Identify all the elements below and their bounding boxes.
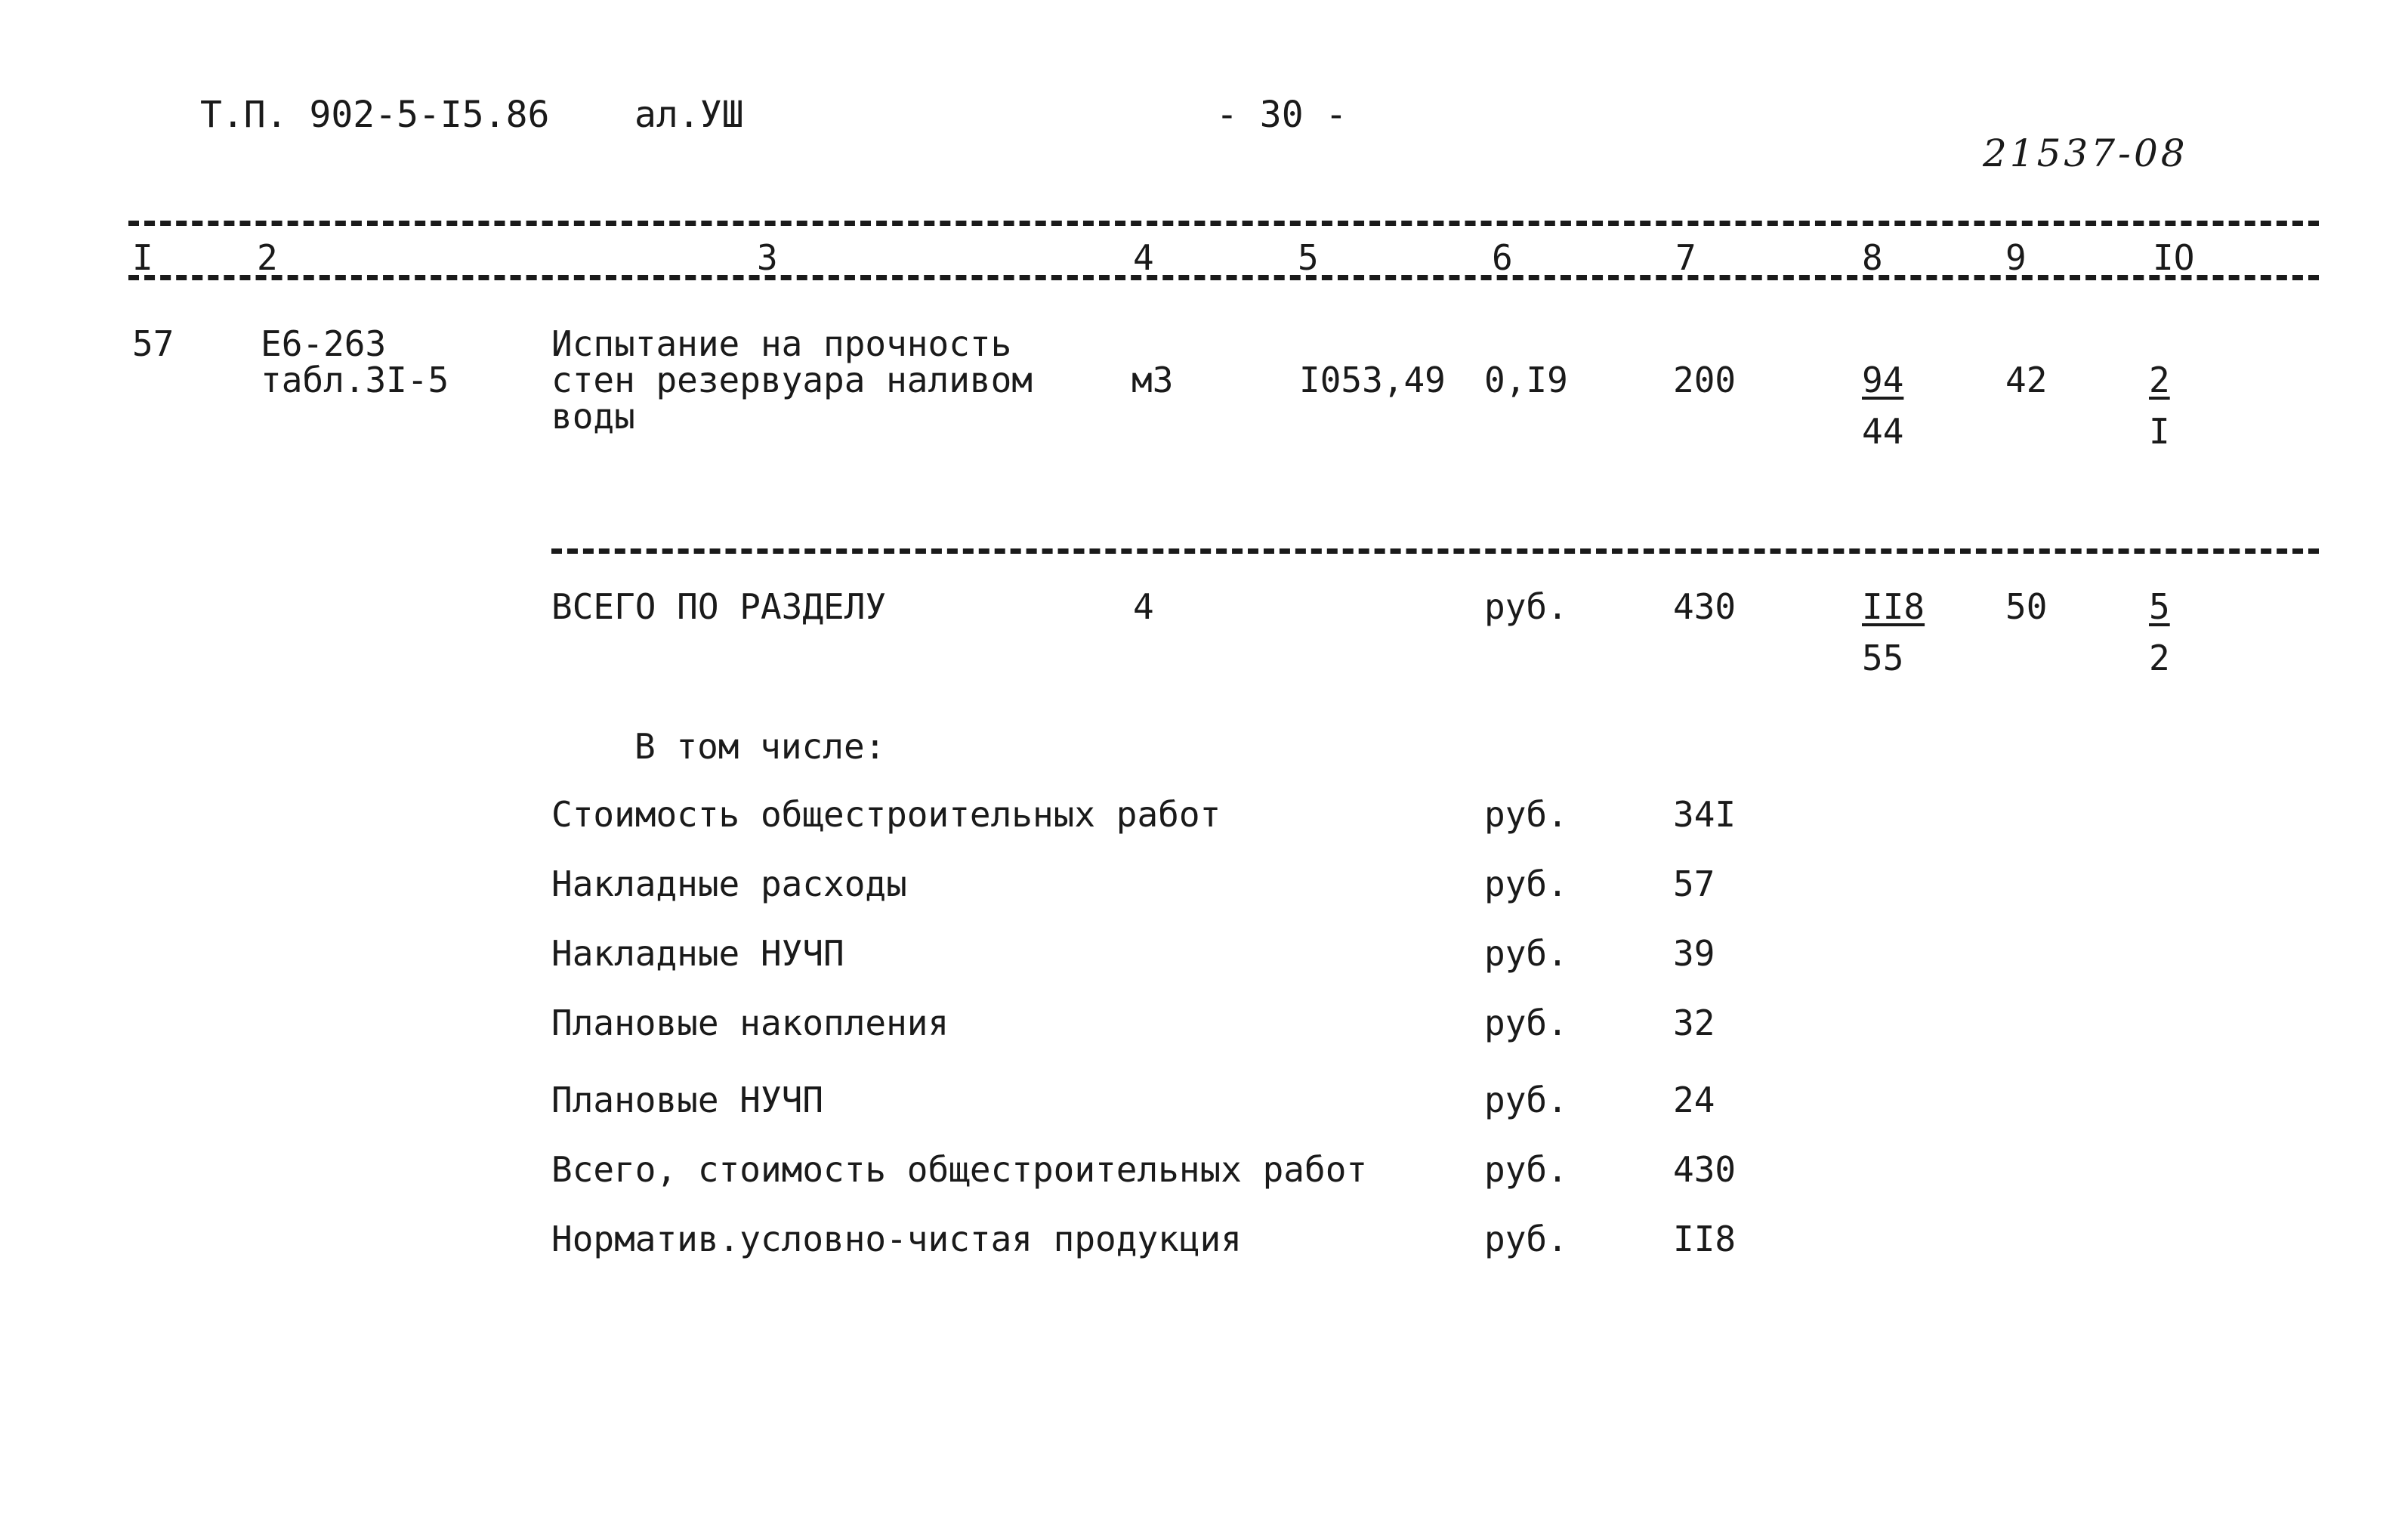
breakdown-title: В том числе: xyxy=(634,726,886,767)
section-total-col8-top: II8 xyxy=(1862,586,1925,627)
row-quantity: I053,49 xyxy=(1299,360,1446,400)
section-total-col4: 4 xyxy=(1133,586,1154,627)
row-description-line2: стен резервуара наливом xyxy=(551,360,1033,400)
row-number: 57 xyxy=(132,323,174,364)
handwritten-stamp: 21537-08 xyxy=(1983,131,2188,175)
section-total-col8-bottom: 55 xyxy=(1862,638,1904,678)
row-col10-bottom: I xyxy=(2149,411,2170,452)
column-header-2: 2 xyxy=(257,237,278,278)
section-total-col10-top: 5 xyxy=(2149,586,2170,627)
breakdown-label: Всего, стоимость общестроительных работ xyxy=(551,1149,1368,1190)
row-col8-top: 94 xyxy=(1862,360,1904,400)
column-header-8: 8 xyxy=(1862,237,1883,278)
breakdown-label: Накладные расходы xyxy=(551,864,907,904)
breakdown-value: 57 xyxy=(1673,864,1715,904)
page-number: - 30 - xyxy=(1216,94,1348,136)
breakdown-value: 39 xyxy=(1673,933,1715,974)
column-header-10: IO xyxy=(2153,237,2195,278)
breakdown-unit: руб. xyxy=(1484,1149,1568,1190)
breakdown-label: Норматив.условно-чистая продукция xyxy=(551,1219,1242,1259)
row-description-line3: воды xyxy=(551,396,635,437)
header-dashed-rule xyxy=(128,275,2319,280)
breakdown-unit: руб. xyxy=(1484,1003,1568,1043)
row-col8-bottom: 44 xyxy=(1862,411,1904,452)
top-dashed-rule xyxy=(128,221,2319,226)
section-total-col10-bottom: 2 xyxy=(2149,638,2170,678)
section-total-col9: 50 xyxy=(2005,586,2048,627)
breakdown-label: Стоимость общестроительных работ xyxy=(551,794,1221,835)
breakdown-value: 430 xyxy=(1673,1149,1737,1190)
breakdown-label: Накладные НУЧП xyxy=(551,933,844,974)
breakdown-unit: руб. xyxy=(1484,1219,1568,1259)
breakdown-value: 24 xyxy=(1673,1080,1715,1120)
row-unit: м3 xyxy=(1131,360,1174,400)
column-header-3: 3 xyxy=(757,237,778,278)
row-unit-price: 0,I9 xyxy=(1484,360,1568,400)
row-description-line1: Испытание на прочность xyxy=(551,323,1012,364)
section-total-label: ВСЕГО ПО РАЗДЕЛУ xyxy=(551,586,887,627)
breakdown-label: Плановые НУЧП xyxy=(551,1080,824,1120)
breakdown-value: 32 xyxy=(1673,1003,1715,1043)
row-code: Е6-263 xyxy=(261,323,387,364)
column-header-9: 9 xyxy=(2005,237,2027,278)
column-header-4: 4 xyxy=(1133,237,1154,278)
column-header-7: 7 xyxy=(1675,237,1696,278)
breakdown-unit: руб. xyxy=(1484,794,1568,835)
column-header-1: I xyxy=(132,237,153,278)
row-col10-top: 2 xyxy=(2149,360,2170,400)
column-header-5: 5 xyxy=(1298,237,1319,278)
row-total: 200 xyxy=(1673,360,1737,400)
column-header-6: 6 xyxy=(1492,237,1513,278)
breakdown-unit: руб. xyxy=(1484,864,1568,904)
document-code: Т.П. 902-5-I5.86 xyxy=(200,94,550,136)
album-number: ал.УШ xyxy=(634,94,744,136)
breakdown-label: Плановые накопления xyxy=(551,1003,949,1043)
breakdown-unit: руб. xyxy=(1484,933,1568,974)
row-col9: 42 xyxy=(2005,360,2048,400)
row-code-table: табл.3I-5 xyxy=(261,360,449,400)
breakdown-value: II8 xyxy=(1673,1219,1737,1259)
section-total-unit: руб. xyxy=(1484,586,1568,627)
breakdown-value: 34I xyxy=(1673,794,1737,835)
total-dashed-rule xyxy=(551,548,2319,554)
section-total-value: 430 xyxy=(1673,586,1737,627)
breakdown-unit: руб. xyxy=(1484,1080,1568,1120)
